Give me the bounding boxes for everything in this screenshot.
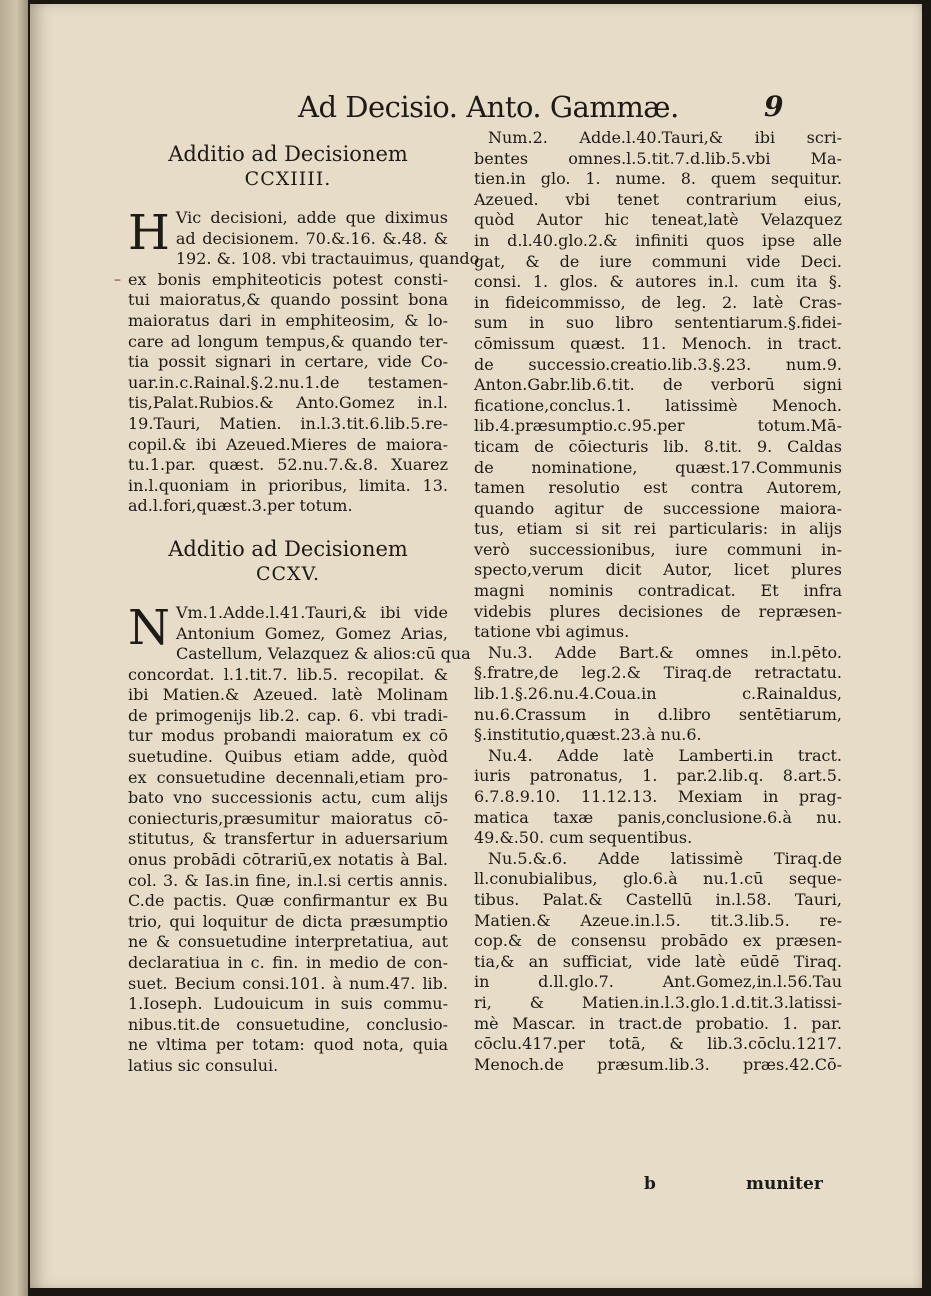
text-line: Azeued. vbi tenet contrarium eius, xyxy=(474,189,842,209)
text-line: de nominatione, quæst.17.Communis xyxy=(474,457,842,477)
dropcap-h: H xyxy=(128,205,170,261)
text-line: videbis plures decisiones de repræsen- xyxy=(474,601,842,621)
right-column xyxy=(474,128,842,1075)
text-line: tien.in glo. 1. nume. 8. quem sequitur. xyxy=(474,169,842,189)
paragraph-num-2 xyxy=(474,128,842,643)
paragraph-num-5-6 xyxy=(474,849,842,1076)
text-line: tibus. Palat.& Castellū in.l.58. Tauri, xyxy=(474,889,842,909)
text-line: 19.Tauri, Matien. in.l.3.tit.6.lib.5.re- xyxy=(128,413,448,433)
heading-number: CCXV. xyxy=(255,562,321,585)
text-line: magni nominis contradicat. Et infra xyxy=(474,581,842,601)
catchword: muniter xyxy=(746,1174,823,1194)
text-line: Nu.5.&.6. Adde latissimè Tiraq.de xyxy=(488,848,842,868)
text-line: maioratus dari in emphiteosim, & lo- xyxy=(128,310,448,330)
text-line: tis,Palat.Rubios.& Anto.Gomez in.l. xyxy=(128,393,448,413)
book-page xyxy=(30,4,922,1288)
text-line: in fideicommisso, de leg. 2. latè Cras- xyxy=(474,292,842,312)
text-line: matica taxæ panis,conclusione.6.à nu. xyxy=(474,807,842,827)
text-line: cōmissum quæst. 11. Menoch. in tract. xyxy=(474,333,842,353)
text-line: ibi Matien.& Azeued. latè Molinam xyxy=(128,685,448,705)
left-column xyxy=(128,142,480,1077)
text-line: col. 3. & Ias.in fine, in.l.si certis annis. xyxy=(128,870,448,890)
text-line: ex consuetudine decennali,etiam pro- xyxy=(128,767,448,787)
text-line: ad.l.fori,quæst.3.per totum. xyxy=(128,496,353,516)
text-line: de successio.creatio.lib.3.§.23. num.9. xyxy=(474,354,842,374)
text-line: suet. Becium consi.101. à num.47. lib. xyxy=(128,973,448,993)
text-line: Vm.1.Adde.l.41.Tauri,& ibi vide xyxy=(176,602,448,622)
section-body-ccxiiii xyxy=(128,205,480,517)
text-line: ri, & Matien.in.l.3.glo.1.d.tit.3.latissi- xyxy=(474,992,842,1012)
text-line: Castellum, Velazquez & alios:cū qua xyxy=(176,644,471,664)
text-line: §.fratre,de leg.2.& Tiraq.de retractatu. xyxy=(474,663,842,683)
signature-mark: b xyxy=(644,1174,656,1194)
text-line: bentes omnes.l.5.tit.7.d.lib.5.vbi Ma- xyxy=(474,148,842,168)
paragraph-num-4 xyxy=(474,746,842,849)
text-line: cop.& de consensu probādo ex præsen- xyxy=(474,931,842,951)
text-line: consi. 1. glos. & autores in.l. cum ita §. xyxy=(474,272,842,292)
running-header: Ad Decisio. Anto. Gammæ. xyxy=(298,90,679,124)
text-line: onus probādi cōtrariū,ex notatis à Bal. xyxy=(128,850,448,870)
section-heading-ccxiiii xyxy=(128,142,448,192)
text-line: ll.conubialibus, glo.6.à nu.1.cū seque- xyxy=(474,869,842,889)
section-body-ccxv xyxy=(128,599,471,1077)
text-line: de primogenijs lib.2. cap. 6. vbi tradi- xyxy=(128,705,448,725)
text-line: concordat. l.1.tit.7. lib.5. recopilat. & xyxy=(128,664,448,684)
text-line: sum in suo libro sententiarum.§.fidei- xyxy=(474,313,842,333)
text-line: Num.2. Adde.l.40.Tauri,& ibi scri- xyxy=(488,128,842,147)
text-line: tu.1.par. quæst. 52.nu.7.&.8. Xuarez xyxy=(128,455,448,475)
text-line: in.l.quoniam in prioribus, limita. 13. xyxy=(128,475,448,495)
text-line: specto,verum dicit Autor, licet plures xyxy=(474,560,842,580)
text-line: in d.ll.glo.7. Ant.Gomez,in.l.56.Tau xyxy=(474,972,842,992)
text-line: tus, etiam si sit rei particularis: in alijs xyxy=(474,519,842,539)
text-line: lib.4.præsumptio.c.95.per totum.Mā- xyxy=(474,416,842,436)
text-line: stitutus, & transfertur in aduersarium xyxy=(128,829,448,849)
text-line: lib.1.§.26.nu.4.Coua.in c.Rainaldus, xyxy=(474,684,842,704)
text-line: suetudine. Quibus etiam adde, quòd xyxy=(128,747,448,767)
text-line: Vic decisioni, adde que diximus xyxy=(175,208,448,227)
text-line: verò successionibus, iure communi in- xyxy=(474,539,842,559)
text-line: tui maioratus,& quando possint bona xyxy=(128,290,448,310)
text-line: uar.in.c.Rainal.§.2.nu.1.de testamen- xyxy=(128,372,448,392)
paragraph-num-3 xyxy=(474,643,842,746)
text-line: trio, qui loquitur de dicta præsumptio xyxy=(128,911,448,931)
section-heading-ccxv xyxy=(128,537,448,587)
text-line: gat, & de iure communi vide Deci. xyxy=(474,251,842,271)
text-line: quando agitur de successione maiora- xyxy=(474,498,842,518)
text-line: Anton.Gabr.lib.6.tit. de verborū signi xyxy=(474,375,842,395)
text-line: care ad longum tempus,& quando ter- xyxy=(128,331,448,351)
text-line: nu.6.Crassum in d.libro sentētiarum, xyxy=(474,704,842,724)
text-line: tur modus probandi maioratum ex cō xyxy=(128,726,448,746)
text-line: cōclu.417.per totā, & lib.3.cōclu.1217. xyxy=(474,1034,842,1054)
heading-text: Additio ad Decisionem xyxy=(168,536,408,561)
text-line: in d.l.40.glo.2.& infiniti quos ipse alle xyxy=(474,230,842,250)
text-line: Nu.4. Adde latè Lamberti.in tract. xyxy=(488,745,842,765)
text-line: Nu.3. Adde Bart.& omnes in.l.pēto. xyxy=(488,642,842,662)
text-line: Antonium Gomez, Gomez Arias, xyxy=(176,623,448,643)
text-line: §.institutio,quæst.23.à nu.6. xyxy=(474,725,702,745)
text-line: declaratiua in c. fin. in medio de con- xyxy=(128,953,448,972)
text-line: Menoch.de præsum.lib.3. præs.42.Cō- xyxy=(474,1054,842,1074)
text-line: C.de pactis. Quæ confirmantur ex Bu xyxy=(128,891,448,911)
text-line: 192. &. 108. vbi tractauimus, quando xyxy=(175,249,480,269)
text-line: coniecturis,præsumitur maioratus cō- xyxy=(128,808,448,828)
text-line: ad decisionem. 70.&.16. &.48. & xyxy=(175,228,448,248)
text-line: 49.&.50. cum sequentibus. xyxy=(474,828,693,848)
text-line: 1.Ioseph. Ludouicum in suis commu- xyxy=(128,994,448,1014)
text-line: ticam de cōiecturis lib. 8.tit. 9. Caldas xyxy=(474,436,842,456)
text-line: copil.& ibi Azeued.Mieres de maiora- xyxy=(128,434,448,454)
text-line: ficatione,conclus.1. latissimè Menoch. xyxy=(474,395,842,415)
text-line: tia,& an sufficiat, vide latè eūdē Tiraq. xyxy=(474,951,842,971)
text-line: iuris patronatus, 1. par.2.lib.q. 8.art.5. xyxy=(474,766,842,786)
page-number: 9 xyxy=(764,90,784,123)
heading-number: CCXIIII. xyxy=(244,168,332,190)
text-line: tatione vbi agimus. xyxy=(474,622,630,642)
text-line: ex bonis emphiteoticis potest consti- xyxy=(128,269,448,289)
text-line: bato vno successionis actu, cum alijs xyxy=(128,788,448,808)
text-line: Matien.& Azeue.in.l.5. tit.3.lib.5. re- xyxy=(474,910,842,930)
heading-text: Additio ad Decisionem xyxy=(168,142,408,166)
text-line: ne vltima per totam: quod nota, quia xyxy=(128,1035,448,1055)
text-line: ne & consuetudine interpretatiua, aut xyxy=(128,932,448,952)
text-line: 6.7.8.9.10. 11.12.13. Mexiam in prag- xyxy=(474,787,842,806)
previous-page-edge xyxy=(0,0,28,1296)
text-line: quòd Autor hic teneat,latè Velazquez xyxy=(474,210,842,230)
text-line: latius sic consului. xyxy=(128,1055,279,1075)
text-line: tia possit signari in certare, vide Co- xyxy=(128,352,448,372)
text-line: mè Mascar. in tract.de probatio. 1. par. xyxy=(474,1013,842,1033)
dropcap-n: N xyxy=(128,599,170,656)
margin-mark: – xyxy=(114,272,121,288)
text-line: nibus.tit.de consuetudine, conclusio- xyxy=(128,1014,448,1034)
text-line: tamen resolutio est contra Autorem, xyxy=(474,478,842,498)
